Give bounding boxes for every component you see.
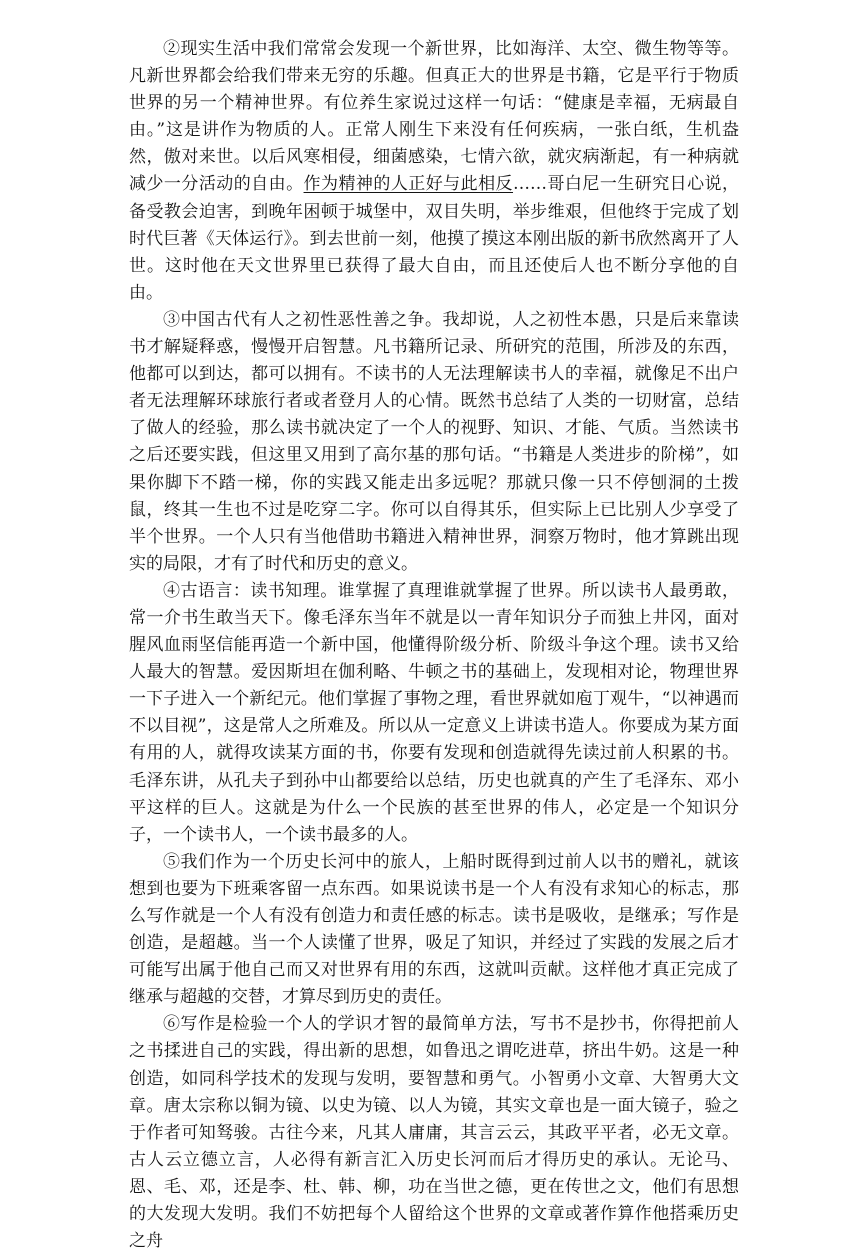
paragraph-6: ⑥写作是检验一个人的学识才智的最简单方法，写书不是抄书，你得把前人之书揉进自己的实践，得出新的思想，如鲁迅之谓吃进草，挤出牛奶。这是一种创造，如同科学技术的发现与发明，要智慧和勇气。小智勇小文章、大智勇大文章。唐太宗称以铜为镜、以史为镜、以人为镜，其实文章也是一面大镜子，验之于作者可知驽骏。古往今来，凡其人庸庸，其言云云，其政平平者，必无文章。古人云立德立言，人必得有新言汇入历史长河而后才得历史的承认。无论马、恩、毛、邓，还是李、杜、韩、柳，功在当世之德，更在传世之文，他们有思想的大发现大发明。我们不妨把每个人留给这个世界的文章或著作算作他搭乘历史之舟 bbox=[129, 1014, 739, 1252]
paragraph-5: ⑤我们作为一个历史长河中的旅人，上船时既得到过前人以书的赠礼，就该想到也要为下班乘客留一点东西。如果说读书是一个人有没有求知心的标志，那么写作就是一个人有没有创造力和责任感的标志。读书是吸收，是继承；写作是创造，是超越。当一个人读懂了世界，吸足了知识，并经过了实践的发展之后才可能写出属于他自己而又对世界有用的东西，这就叫贡献。这样他才真正完成了继承与超越的交替，才算尽到历史的责任。 bbox=[129, 851, 739, 1008]
paragraph-3: ③中国古代有人之初性恶性善之争。我却说，人之初性本愚，只是后来靠读书才解疑释惑，慢慢开启智慧。凡书籍所记录、所研究的范围，所涉及的东西，他都可以到达，都可以拥有。不读书的人无法理解读书人的幸福，就像足不出户者无法理解环球旅行者或者登月人的心情。既然书总结了人类的一切财富，总结了做人的经验，那么读书就决定了一个人的视野、知识、才能、气质。当然读书之后还要实践，但这里又用到了高尔基的那句话。“书籍是人类进步的阶梯”，如果你脚下不踏一梯，你的实践又能走出多远呢？那就只像一只不停刨洞的土拨鼠，终其一生也不过是吃穿二字。你可以自得其乐，但实际上已比别人少享受了半个世界。一个人只有当他借助书籍进入精神世界，洞察万物时，他才算跳出现实的局限，才有了时代和历史的意义。 bbox=[129, 309, 739, 574]
document-page bbox=[129, 36, 739, 1255]
paragraph-2-text-end: ……哥白尼一生研究日心说，备受教会迫害，到晚年困顿于城堡中，双目失明，举步维艰，但他终于完成了划时代巨著《天体运行》。到去世前一刻，他摸了摸这本刚出版的新书欣然离开了人世。这时他在天文世界里已获得了最大自由，而且还使后人也不断分享他的自由。 bbox=[129, 174, 740, 303]
paragraph-2 bbox=[129, 36, 739, 307]
paragraph-4: ④古语言：读书知理。谁掌握了真理谁就掌握了世界。所以读书人最勇敢，常一介书生敢当天下。像毛泽东当年不就是以一青年知识分子而独上井冈，面对腥风血雨坚信能再造一个新中国，他懂得阶级分析、阶级斗争这个理。读书又给人最大的智慧。爱因斯坦在伽利略、牛顿之书的基础上，发现相对论，物理世界一下子进入一个新纪元。他们掌握了事物之理，看世界就如庖丁观牛，“以神遇而不以目视”，这是常人之所难及。所以从一定意义上讲读书造人。你要成为某方面有用的人，就得攻读某方面的书，你要有发现和创造就得先读过前人积累的书。毛泽东讲，从孔夫子到孙中山都要给以总结，历史也就真的产生了毛泽东、邓小平这样的巨人。这就是为什么一个民族的甚至世界的伟人，必定是一个知识分子，一个读书人，一个读书最多的人。 bbox=[129, 580, 739, 845]
paragraph-2-text-start: ②现实生活中我们常常会发现一个新世界，比如海洋、太空、微生物等等。凡新世界都会给我们带来无穷的乐趣。但真正大的世界是书籍，它是平行于物质世界的另一个精神世界。有位养生家说过这样一句话：“健康是幸福，无病最自由。”这是讲作为物质的人。正常人刚生下来没有任何疾病，一张白纸，生机盎然，傲对来世。以后风寒相侵，细菌感染，七情六欲，就灾病渐起，有一种病就减少一分活动的自由。 bbox=[129, 39, 739, 195]
underlined-sentence: 作为精神的人正好与此相反 bbox=[303, 174, 514, 195]
